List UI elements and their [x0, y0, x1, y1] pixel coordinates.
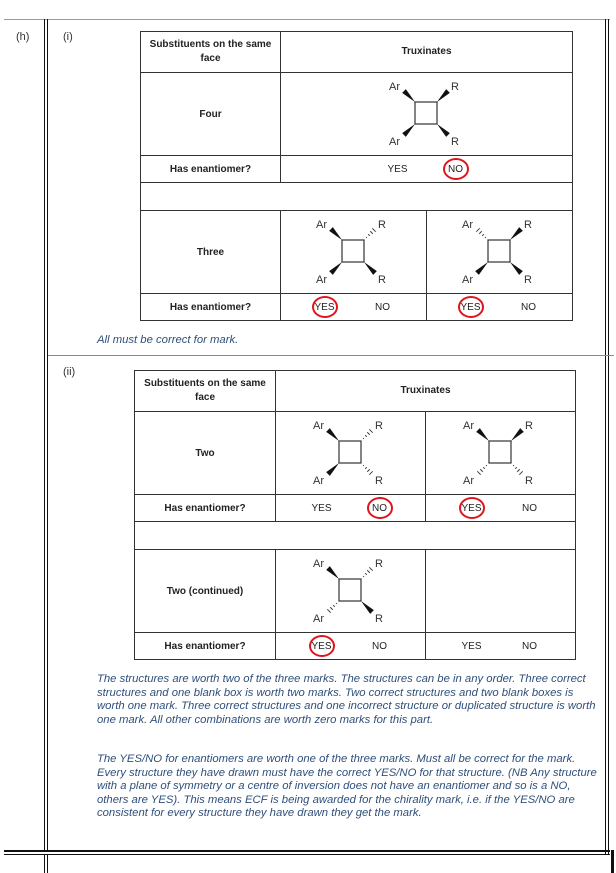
truxinate-table-i — [140, 31, 573, 321]
substituent-label: Ar — [312, 420, 324, 432]
wedge-bond — [329, 262, 342, 275]
answer-cell — [276, 633, 426, 660]
substituent-label: Ar — [461, 274, 473, 286]
bottom-double-rule — [4, 850, 610, 855]
cyclobutane-ring — [342, 240, 364, 262]
substituent-label: R — [450, 136, 459, 148]
header-substituents: Substituents on the same face — [141, 32, 281, 73]
cyclobutane-ring — [339, 579, 361, 601]
structure-cell — [276, 550, 426, 633]
substituent-label: R — [374, 475, 383, 487]
hashed-bond — [366, 228, 376, 238]
cyclobutane-ring — [488, 240, 510, 262]
wedge-bond — [402, 89, 415, 102]
hashed-bond — [327, 603, 337, 613]
no-option: NO — [521, 301, 536, 313]
left-double-rule-lower — [44, 855, 48, 873]
substituent-label: Ar — [315, 274, 327, 286]
left-double-rule — [44, 19, 48, 852]
wedge-bond — [361, 601, 374, 614]
substituent-label: R — [374, 420, 383, 432]
cyclobutane-structure — [311, 553, 391, 629]
cyclobutane-ring — [339, 441, 361, 463]
wedge-bond — [402, 124, 415, 137]
cyclobutane-structure — [314, 214, 394, 290]
spacer-row — [135, 522, 576, 550]
no-option: NO — [372, 640, 387, 652]
cyclobutane-structure — [311, 415, 391, 491]
right-double-rule — [605, 19, 609, 855]
hashed-bond — [476, 228, 486, 238]
row-label-two-continued: Two (continued) — [135, 550, 276, 633]
substituent-label: Ar — [312, 558, 324, 570]
substituent-label: R — [377, 274, 386, 286]
header-substituents: Substituents on the same face — [135, 371, 276, 412]
yes-option: YES — [452, 503, 492, 514]
hashed-bond — [363, 465, 373, 475]
structure-cell — [281, 73, 573, 156]
answer-cell — [426, 633, 576, 660]
substituent-label: Ar — [388, 136, 400, 148]
yes-option: YES — [302, 641, 342, 652]
no-option: NO — [360, 503, 400, 514]
yes-option: YES — [387, 163, 408, 175]
substituent-label: Ar — [461, 219, 473, 231]
substituent-label: R — [524, 420, 533, 432]
part-label: (h) — [16, 31, 30, 43]
substituent-label: Ar — [315, 219, 327, 231]
no-option: NO — [522, 502, 537, 514]
substituent-label: R — [374, 613, 383, 625]
row-label-four: Four — [141, 73, 281, 156]
hashed-bond — [513, 465, 523, 475]
substituent-label: R — [377, 219, 386, 231]
wedge-bond — [326, 428, 339, 441]
cyclobutane-structure — [461, 415, 541, 491]
wedge-bond — [364, 262, 377, 275]
wedge-bond — [510, 262, 523, 275]
truxinate-table-ii — [134, 370, 576, 660]
structure-cell — [426, 412, 576, 495]
structure-cell — [427, 211, 573, 294]
substituent-label: Ar — [388, 81, 400, 93]
header-truxinates: Truxinates — [276, 371, 576, 412]
top-rule — [4, 19, 610, 20]
substituent-label: R — [374, 558, 383, 570]
structure-cell — [281, 211, 427, 294]
answer-cell — [281, 156, 573, 183]
hashed-bond — [363, 429, 373, 439]
yes-option: YES — [311, 502, 332, 514]
structure-cell — [276, 412, 426, 495]
answer-cell — [427, 294, 573, 321]
wedge-bond — [475, 262, 488, 275]
wedge-bond — [326, 463, 339, 476]
cyclobutane-ring — [489, 441, 511, 463]
no-option: NO — [522, 640, 537, 652]
note-all-correct: All must be correct for mark. — [97, 334, 239, 346]
no-option: NO — [436, 164, 476, 175]
substituent-label: R — [450, 81, 459, 93]
wedge-bond — [437, 124, 450, 137]
wedge-bond — [326, 566, 339, 579]
header-truxinates: Truxinates — [281, 32, 573, 73]
row-label-three: Three — [141, 211, 281, 294]
substituent-label: R — [523, 274, 532, 286]
substituent-label: Ar — [312, 613, 324, 625]
hashed-bond — [477, 465, 487, 475]
has-enantiomer-label: Has enantiomer? — [141, 156, 281, 183]
subpart-divider — [48, 355, 614, 356]
wedge-bond — [437, 89, 450, 102]
no-option: NO — [375, 301, 390, 313]
yes-option: YES — [461, 640, 482, 652]
has-enantiomer-label: Has enantiomer? — [135, 633, 276, 660]
answer-cell — [281, 294, 427, 321]
substituent-label: R — [523, 219, 532, 231]
has-enantiomer-label: Has enantiomer? — [141, 294, 281, 321]
subpart-label-i: (i) — [63, 31, 73, 43]
note-structures-marks: The structures are worth two of the three marks. The structures can be in any order. Three correct structures and one blank box is worth two marks. Two correct structures and two blank boxes is worth one mark. Three correct structures and one incorrect structure or duplicated structure is worth one mark. All other combinations are worth zero marks for this part. — [97, 673, 596, 726]
subpart-label-ii: (ii) — [63, 366, 76, 378]
cyclobutane-ring — [415, 102, 437, 124]
cyclobutane-structure — [387, 76, 467, 152]
answer-cell — [276, 495, 426, 522]
spacer-row — [141, 183, 573, 211]
wedge-bond — [476, 428, 489, 441]
substituent-label: R — [524, 475, 533, 487]
note-yes-no-marks: The YES/NO for enantiomers are worth one of the three marks. Must all be correct for the mark. Every structure they have drawn must have the correct YES/NO for that structure. (NB Any structure with a plane of symmetry or a centre of inversion does not have an enantiomer and so is a NO, others are YES). This means ECF is being awarded for the chirality mark, i.e. if the YES/NO are consistent for every structure they have drawn they get the mark. — [97, 753, 597, 819]
cyclobutane-structure — [460, 214, 540, 290]
row-label-two: Two — [135, 412, 276, 495]
wedge-bond — [511, 428, 524, 441]
right-edge-mark — [611, 850, 614, 873]
wedge-bond — [510, 227, 523, 240]
yes-option: YES — [451, 302, 491, 313]
wedge-bond — [329, 227, 342, 240]
substituent-label: Ar — [462, 475, 474, 487]
empty-structure-cell — [426, 550, 576, 633]
substituent-label: Ar — [462, 420, 474, 432]
yes-option: YES — [305, 302, 345, 313]
hashed-bond — [363, 567, 373, 577]
answer-cell — [426, 495, 576, 522]
has-enantiomer-label: Has enantiomer? — [135, 495, 276, 522]
substituent-label: Ar — [312, 475, 324, 487]
